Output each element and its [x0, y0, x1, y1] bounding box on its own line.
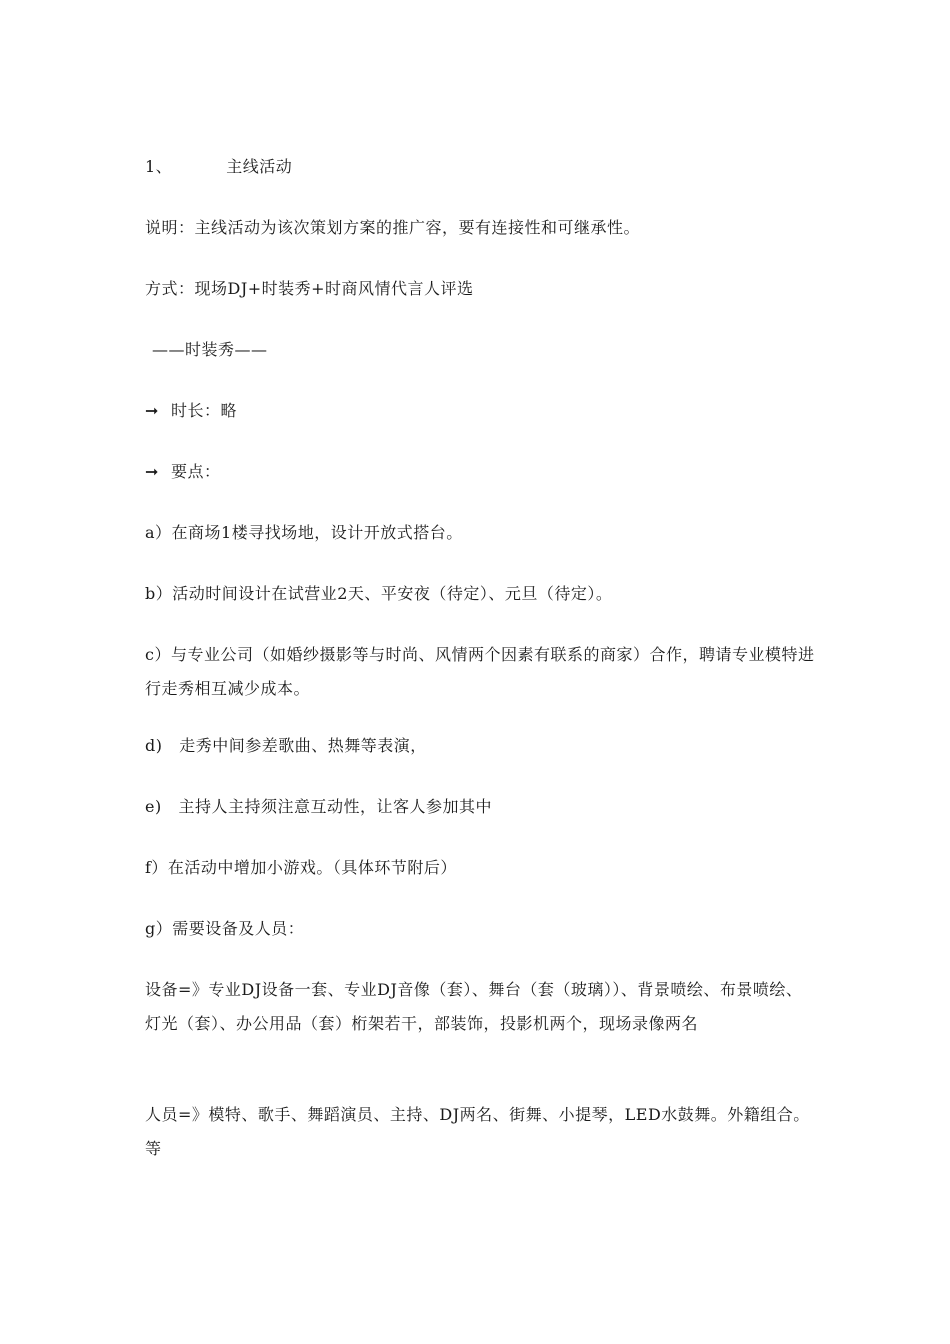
method-paragraph: 方式：现场DJ+时装秀+时商风情代言人评选: [145, 279, 474, 298]
description-paragraph: 说明：主线活动为该次策划方案的推广容，要有连接性和可继承性。: [145, 218, 641, 237]
point-e: e) 主持人主持须注意互动性，让客人参加其中: [145, 797, 492, 816]
point-g: g）需要设备及人员：: [145, 919, 305, 938]
point-f: f）在活动中增加小游戏。（具体环节附后）: [145, 858, 457, 877]
duration-text: 时长：略: [171, 401, 238, 420]
key-points-text: 要点：: [171, 462, 221, 481]
arrow-icon: ➞: [145, 401, 159, 420]
fashion-show-title: ——时装秀——: [152, 340, 268, 359]
heading-title: 主线活动: [226, 157, 293, 176]
point-a: a）在商场1楼寻找场地，设计开放式搭台。: [145, 523, 463, 542]
equipment-list: 设备=》专业DJ设备一套、专业DJ音像（套）、舞台（套（玻璃））、背景喷绘、布景喷绘、灯光（套）、办公用品（套）桁架若干，部装饰，投影机两个，现场录像两名: [145, 980, 803, 1033]
heading-number: 1、: [145, 157, 173, 176]
point-c: c）与专业公司（如婚纱摄影等与时尚、风情两个因素有联系的商家）合作，聘请专业模特进行走秀相互减少成本。: [145, 645, 815, 698]
staff-list: 人员=》模特、歌手、舞蹈演员、主持、DJ两名、街舞、小提琴，LED水鼓舞。外籍组合。等: [145, 1105, 810, 1158]
bullet-key-points: [145, 455, 221, 489]
arrow-icon: ➞: [145, 462, 159, 481]
point-d: d) 走秀中间参差歌曲、热舞等表演，: [145, 736, 427, 755]
section-heading: [145, 150, 292, 184]
point-b: b）活动时间设计在试营业2天、平安夜（待定）、元旦（待定）。: [145, 584, 613, 603]
bullet-duration: [145, 394, 237, 428]
